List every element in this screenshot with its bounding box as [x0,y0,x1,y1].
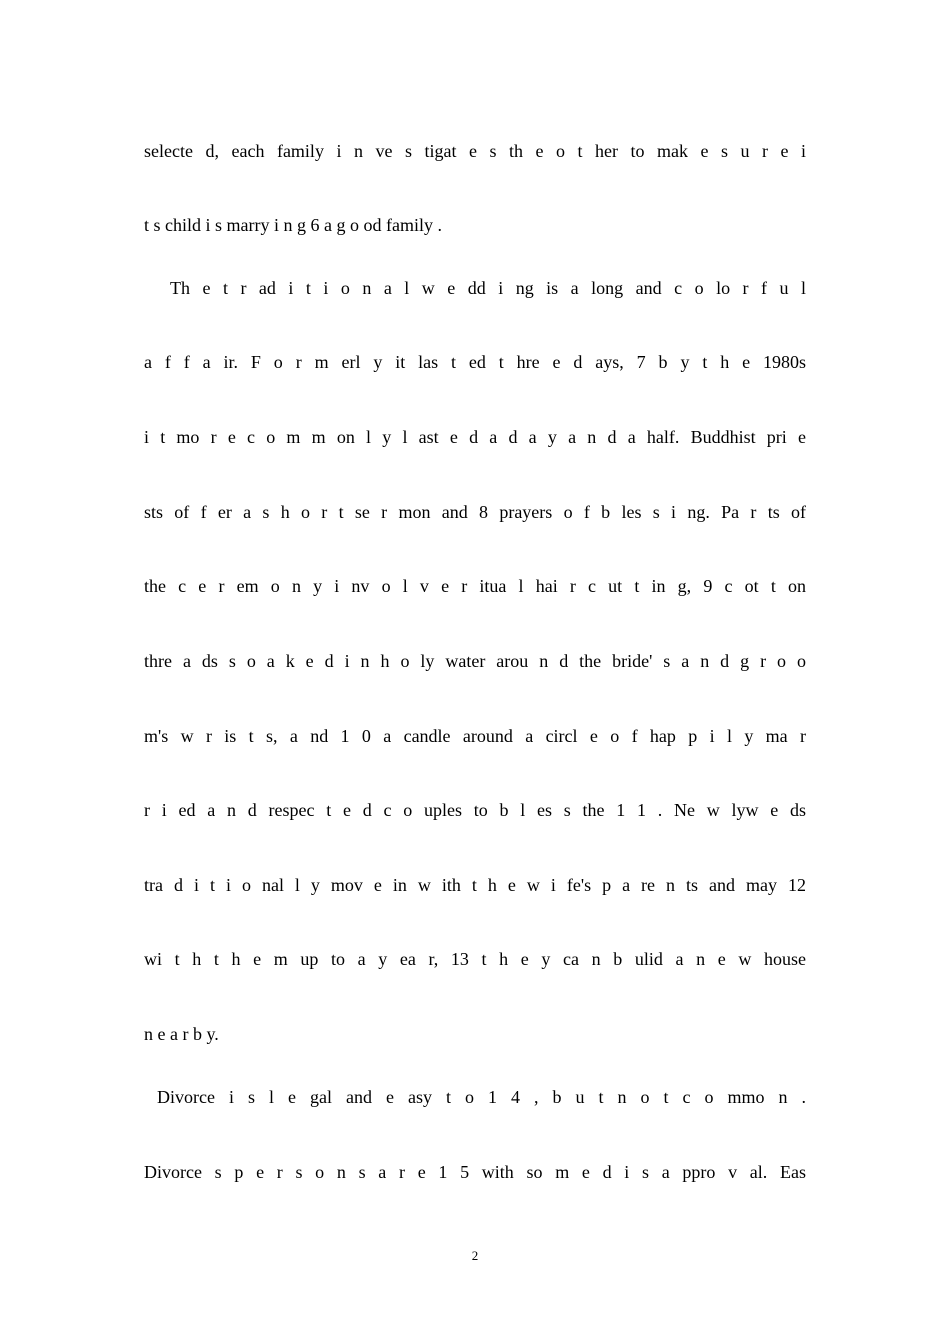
text-line: thre a ds s o a k e d i n h o ly water arou n d the bride' s a n d g r o o [144,651,806,671]
text-line: i t mo r e c o m m on l y l ast e d a d a y a n d a half. Buddhist pri e [144,427,806,447]
page-number: 2 [471,1248,479,1263]
text-line: a f f a ir. F o r m erl y it las t ed t hre e d ays, 7 b y t h e 1980s [144,352,806,372]
text-line: r i ed a n d respec t e d c o uples to b l es s the 1 1 . Ne w lyw e ds [144,800,806,820]
text-line: Th e t r ad i t i o n a l w e dd i ng is a long and c o lo r f u l [170,278,806,298]
text-line: sts of f er a s h o r t se r mon and 8 prayers o f b les s i ng. Pa r ts of [144,502,806,522]
text-line: m's w r is t s, a nd 1 0 a candle around a circl e o f hap p i l y ma r [144,726,806,746]
text-line: the c e r em o n y i nv o l v e r itua l hai r c ut t in g, 9 c ot t on [144,576,806,596]
text-line: wi t h t h e m up to a y ea r, 13 t h e y ca n b ulid a n e w house [144,949,806,969]
text-line: n e a r b y. [144,1024,219,1044]
text-line: Divorce s p e r s o n s a r e 1 5 with so m e d i s a ppro v al. Eas [144,1162,806,1182]
text-line: Divorce i s l e gal and e asy t o 1 4 , b u t n o t c o mmo n . [157,1087,806,1107]
text-line: t s child i s marry i n g 6 a g o od family . [144,215,442,235]
text-line: selecte d, each family i n ve s tigat e s th e o t her to mak e s u r e i [144,141,806,161]
text-line: tra d i t i o nal l y mov e in w ith t h e w i fe's p a re n ts and may 12 [144,875,806,895]
